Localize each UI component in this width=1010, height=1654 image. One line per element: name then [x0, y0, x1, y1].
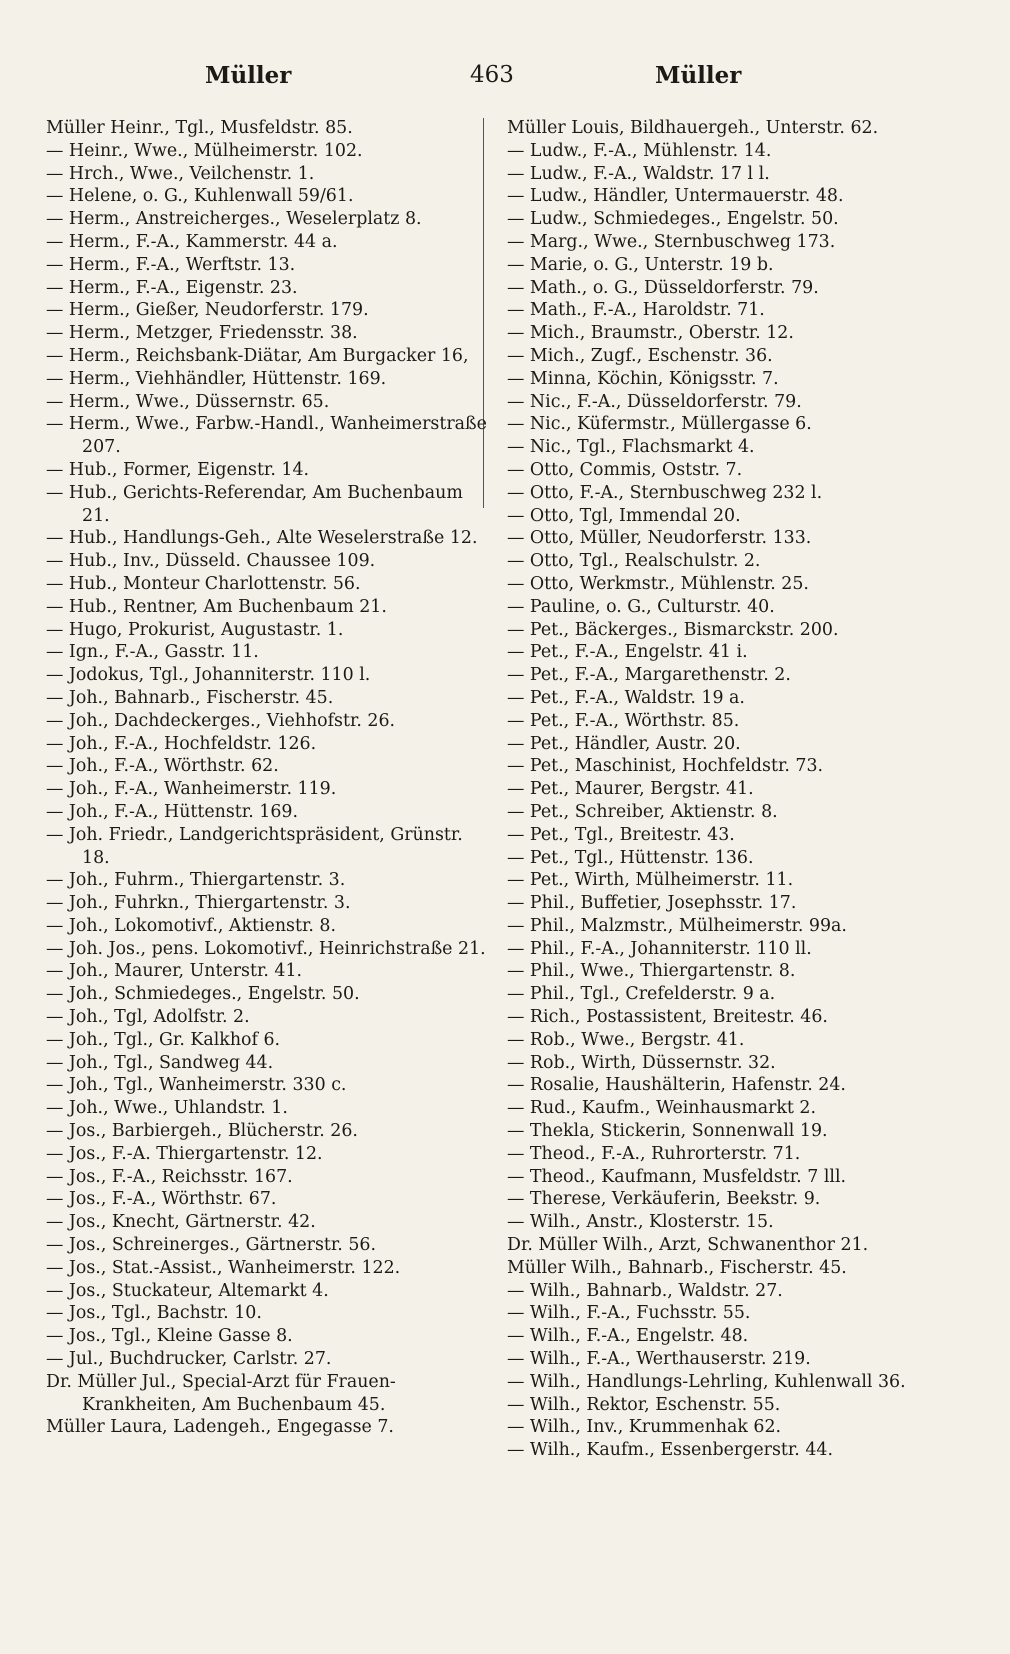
directory-entry: — Ludw., Schmiedeges., Engelstr. 50.: [507, 209, 839, 230]
directory-entry: — Otto, F.-A., Sternbuschweg 232 l.: [507, 482, 823, 503]
header-left-name: Müller: [205, 62, 292, 89]
directory-entry: — Herm., Anstreicherges., Weselerplatz 8.: [46, 209, 422, 230]
directory-entry: — Joh., Fuhrkn., Thiergartenstr. 3.: [46, 893, 351, 914]
directory-entry: — Herm., Wwe., Farbw.-Handl., Wanheimerstraße 207.: [46, 414, 487, 458]
directory-entry: — Joh., F.-A., Wörthstr. 62.: [46, 756, 279, 777]
directory-entry: — Rich., Postassistent, Breitestr. 46.: [507, 1007, 828, 1028]
directory-entry: — Theod., F.-A., Ruhrorterstr. 71.: [507, 1143, 801, 1164]
directory-entry: — Math., F.-A., Haroldstr. 71.: [507, 300, 765, 321]
directory-entry: — Minna, Köchin, Königsstr. 7.: [507, 368, 779, 389]
directory-entry: — Jos., Tgl., Bachstr. 10.: [46, 1303, 262, 1324]
directory-entry: — Herm., F.-A., Kammerstr. 44 a.: [46, 231, 338, 252]
directory-entry: — Jos., Stat.-Assist., Wanheimerstr. 122.: [46, 1257, 401, 1278]
directory-entry: — Phil., Buffetier, Josephsstr. 17.: [507, 893, 797, 914]
directory-entry: — Ludw., Händler, Untermauerstr. 48.: [507, 186, 844, 207]
directory-entry: — Jos., Schreinerges., Gärtnerstr. 56.: [46, 1235, 377, 1256]
directory-entry: — Phil., F.-A., Johanniterstr. 110 ll.: [507, 938, 812, 959]
directory-entry: — Therese, Verkäuferin, Beekstr. 9.: [507, 1189, 821, 1210]
directory-entry: — Jos., F.-A. Thiergartenstr. 12.: [46, 1143, 323, 1164]
directory-entry: — Herm., Metzger, Friedensstr. 38.: [46, 323, 358, 344]
directory-entry: — Mich., Braumstr., Oberstr. 12.: [507, 323, 794, 344]
directory-entry: — Joh., F.-A., Hüttenstr. 169.: [46, 801, 298, 822]
directory-entry: — Jos., F.-A., Reichsstr. 167.: [46, 1166, 293, 1187]
directory-entry: — Joh., Bahnarb., Fischerstr. 45.: [46, 687, 334, 708]
directory-entry: Müller Heinr., Tgl., Musfeldstr. 85.: [46, 118, 353, 138]
directory-entry: — Joh., F.-A., Wanheimerstr. 119.: [46, 779, 337, 800]
directory-entry: — Otto, Tgl., Realschulstr. 2.: [507, 551, 761, 572]
right-column: [507, 117, 953, 1462]
directory-entry: — Rud., Kaufm., Weinhausmarkt 2.: [507, 1098, 817, 1119]
directory-entry: — Joh. Jos., pens. Lokomotivf., Heinrichstraße 21.: [46, 938, 486, 959]
directory-entry: — Herm., Viehhändler, Hüttenstr. 169.: [46, 368, 387, 389]
directory-entry: — Hugo, Prokurist, Augustastr. 1.: [46, 619, 344, 640]
directory-entry: — Pet., Maschinist, Hochfeldstr. 73.: [507, 756, 824, 777]
directory-entry: — Hub., Handlungs-Geh., Alte Weselerstraße 12.: [46, 528, 478, 549]
directory-entry: Dr. Müller Wilh., Arzt, Schwanenthor 21.: [507, 1235, 869, 1256]
directory-entry: — Joh., Schmiedeges., Engelstr. 50.: [46, 984, 360, 1005]
directory-entry: — Herm., Wwe., Düssernstr. 65.: [46, 391, 330, 412]
directory-entry: — Joh., Lokomotivf., Aktienstr. 8.: [46, 915, 337, 936]
directory-entry: — Rob., Wwe., Bergstr. 41.: [507, 1029, 745, 1050]
directory-entry: — Jos., Stuckateur, Altemarkt 4.: [46, 1280, 329, 1301]
directory-entry: — Wilh., F.-A., Engelstr. 48.: [507, 1326, 749, 1347]
directory-entry: — Jul., Buchdrucker, Carlstr. 27.: [46, 1349, 332, 1370]
directory-entry: — Otto, Werkmstr., Mühlenstr. 25.: [507, 573, 809, 594]
directory-entry: — Hub., Inv., Düsseld. Chaussee 109.: [46, 551, 376, 572]
directory-entry: Müller Laura, Ladengeh., Engegasse 7.: [46, 1417, 394, 1438]
directory-entry: — Hub., Gerichts-Referendar, Am Buchenbaum 21.: [46, 482, 463, 526]
directory-entry: — Helene, o. G., Kuhlenwall 59/61.: [46, 186, 354, 207]
directory-entry: — Herm., F.-A., Eigenstr. 23.: [46, 277, 298, 298]
directory-entry: — Pet., Händler, Austr. 20.: [507, 733, 741, 754]
directory-entry: — Hub., Monteur Charlottenstr. 56.: [46, 573, 361, 594]
directory-entry: — Pet., F.-A., Waldstr. 19 a.: [507, 687, 745, 708]
directory-entry: — Wilh., Anstr., Klosterstr. 15.: [507, 1212, 774, 1233]
directory-entry: — Ign., F.-A., Gasstr. 11.: [46, 642, 259, 663]
directory-entry: — Pet., Bäckerges., Bismarckstr. 200.: [507, 619, 839, 640]
directory-entry: — Phil., Tgl., Crefelderstr. 9 a.: [507, 984, 776, 1005]
directory-entry: — Rosalie, Haushälterin, Hafenstr. 24.: [507, 1075, 846, 1096]
directory-entry: — Pet., Wirth, Mülheimerstr. 11.: [507, 870, 794, 891]
directory-entry: — Marg., Wwe., Sternbuschweg 173.: [507, 231, 836, 252]
directory-entry: — Thekla, Stickerin, Sonnenwall 19.: [507, 1121, 828, 1142]
directory-entry: — Pet., F.-A., Wörthstr. 85.: [507, 710, 740, 731]
directory-entry: — Hub., Former, Eigenstr. 14.: [46, 459, 310, 480]
directory-entry: — Joh., Tgl, Adolfstr. 2.: [46, 1007, 250, 1028]
directory-entry: — Joh., Tgl., Gr. Kalkhof 6.: [46, 1029, 281, 1050]
directory-entry: — Pet., Maurer, Bergstr. 41.: [507, 779, 754, 800]
directory-entry: — Pet., Tgl., Breitestr. 43.: [507, 824, 735, 845]
directory-entry: — Herm., F.-A., Werftstr. 13.: [46, 254, 296, 275]
directory-entry: — Herm., Gießer, Neudorferstr. 179.: [46, 300, 369, 321]
directory-entry: — Pauline, o. G., Culturstr. 40.: [507, 596, 775, 617]
directory-entry: — Wilh., Rektor, Eschenstr. 55.: [507, 1394, 781, 1415]
directory-entry: — Hrch., Wwe., Veilchenstr. 1.: [46, 163, 315, 184]
directory-entry: — Marie, o. G., Unterstr. 19 b.: [507, 254, 774, 275]
directory-entry: — Wilh., Kaufm., Essenbergerstr. 44.: [507, 1440, 834, 1461]
directory-entry: Müller Louis, Bildhauergeh., Unterstr. 62.: [507, 118, 879, 138]
directory-entry: — Rob., Wirth, Düssernstr. 32.: [507, 1052, 776, 1073]
directory-entry: — Jos., Knecht, Gärtnerstr. 42.: [46, 1212, 316, 1233]
directory-entry: — Theod., Kaufmann, Musfeldstr. 7 lll.: [507, 1166, 847, 1187]
directory-entry: — Otto, Commis, Oststr. 7.: [507, 459, 743, 480]
directory-entry: — Nic., Tgl., Flachsmarkt 4.: [507, 437, 755, 458]
directory-entry: Müller Wilh., Bahnarb., Fischerstr. 45.: [507, 1257, 847, 1278]
directory-entry: — Jos., Tgl., Kleine Gasse 8.: [46, 1326, 293, 1347]
directory-entry: — Otto, Müller, Neudorferstr. 133.: [507, 528, 812, 549]
directory-entry: — Nic., Küfermstr., Müllergasse 6.: [507, 414, 812, 435]
directory-entry: — Otto, Tgl, Immendal 20.: [507, 505, 741, 526]
directory-entry: — Pet., F.-A., Margarethenstr. 2.: [507, 665, 791, 686]
directory-entry: — Heinr., Wwe., Mülheimerstr. 102.: [46, 140, 363, 161]
directory-entry: — Joh., Maurer, Unterstr. 41.: [46, 961, 303, 982]
directory-entry: — Math., o. G., Düsseldorferstr. 79.: [507, 277, 819, 298]
page-header: [0, 62, 1010, 102]
directory-entry: — Phil., Malzmstr., Mülheimerstr. 99a.: [507, 915, 847, 936]
directory-entry: — Hub., Rentner, Am Buchenbaum 21.: [46, 596, 387, 617]
directory-entry: — Herm., Reichsbank-Diätar, Am Burgacker 16,: [46, 345, 469, 366]
directory-entry: — Joh., Dachdeckerges., Viehhofstr. 26.: [46, 710, 396, 731]
directory-entry: — Jodokus, Tgl., Johanniterstr. 110 l.: [46, 665, 371, 686]
directory-entry: — Pet., Tgl., Hüttenstr. 136.: [507, 847, 754, 868]
directory-entry: — Wilh., Bahnarb., Waldstr. 27.: [507, 1280, 783, 1301]
directory-entry: — Joh., Tgl., Sandweg 44.: [46, 1052, 274, 1073]
directory-entry: — Phil., Wwe., Thiergartenstr. 8.: [507, 961, 796, 982]
directory-entry: — Jos., F.-A., Wörthstr. 67.: [46, 1189, 277, 1210]
directory-entry: — Joh., F.-A., Hochfeldstr. 126.: [46, 733, 317, 754]
directory-entry: — Joh., Tgl., Wanheimerstr. 330 c.: [46, 1075, 347, 1096]
directory-entry: — Ludw., F.-A., Waldstr. 17 l l.: [507, 163, 770, 184]
directory-entry: — Wilh., F.-A., Fuchsstr. 55.: [507, 1303, 751, 1324]
directory-entry: — Wilh., F.-A., Werthauserstr. 219.: [507, 1349, 811, 1370]
directory-entry: — Nic., F.-A., Düsseldorferstr. 79.: [507, 391, 802, 412]
page-number: 463: [470, 62, 514, 88]
directory-entry: — Mich., Zugf., Eschenstr. 36.: [507, 345, 773, 366]
directory-entry: — Joh., Wwe., Uhlandstr. 1.: [46, 1098, 288, 1119]
directory-entry: — Wilh., Handlungs-Lehrling, Kuhlenwall 36.: [507, 1371, 906, 1392]
directory-entry: — Pet., F.-A., Engelstr. 41 i.: [507, 642, 748, 663]
directory-entry: — Pet., Schreiber, Aktienstr. 8.: [507, 801, 778, 822]
directory-entry: — Joh. Friedr., Landgerichtspräsident, Grünstr. 18.: [46, 824, 463, 868]
header-right-name: Müller: [655, 62, 742, 89]
left-column: [46, 117, 492, 1439]
directory-entry: — Wilh., Inv., Krummenhak 62.: [507, 1417, 782, 1438]
directory-entry: Dr. Müller Jul., Special-Arzt für Frauen-Krankheiten, Am Buchenbaum 45.: [46, 1371, 396, 1415]
directory-entry: — Joh., Fuhrm., Thiergartenstr. 3.: [46, 870, 346, 891]
directory-entry: — Jos., Barbiergeh., Blücherstr. 26.: [46, 1121, 358, 1142]
directory-entry: — Ludw., F.-A., Mühlenstr. 14.: [507, 140, 772, 161]
